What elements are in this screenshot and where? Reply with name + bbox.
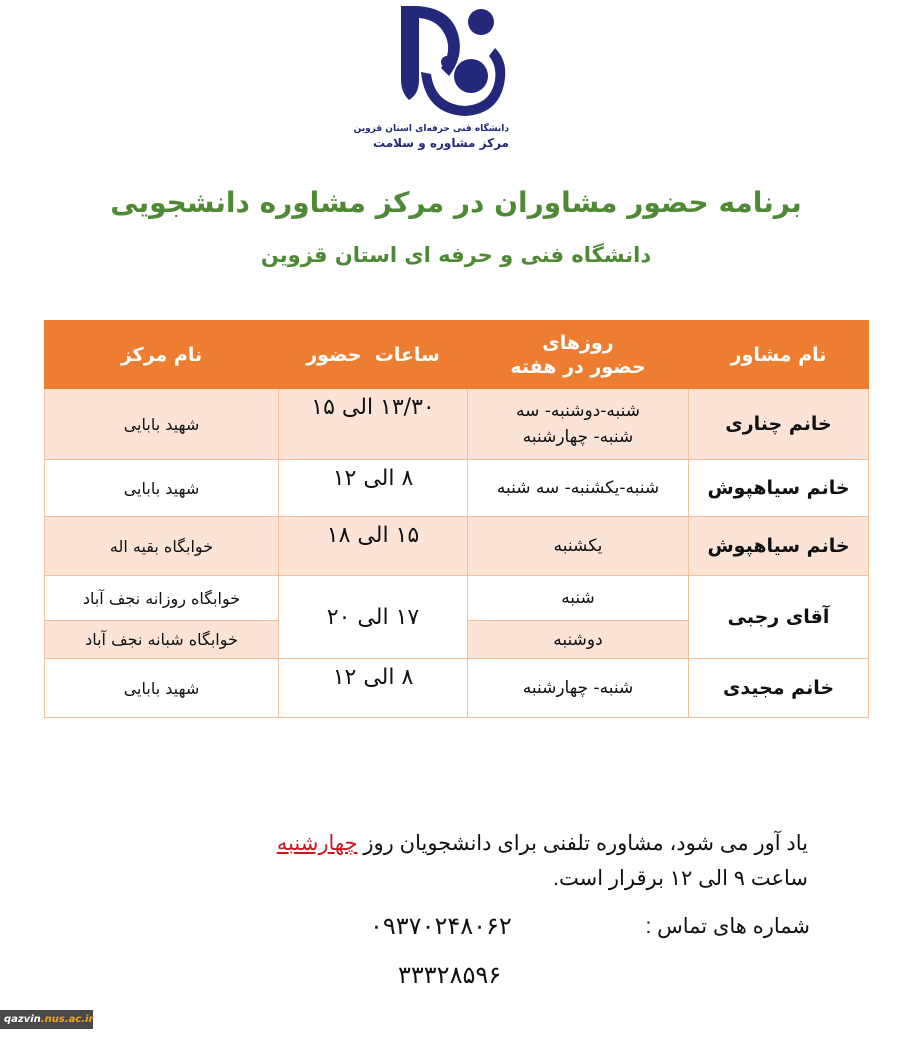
- page-subtitle: دانشگاه فنی و حرفه ای استان قزوین: [260, 243, 652, 267]
- cell-hours: ۱۷ الی ۲۰: [279, 576, 468, 659]
- cell-hours: ۸ الی ۱۲: [279, 659, 468, 718]
- cell-days-line1: شنبه-دوشنبه- سه: [515, 401, 641, 421]
- contact-phone-landline: ۳۳۳۲۸۵۹۶: [398, 961, 502, 989]
- cell-days: شنبه-یکشنبه- سه شنبه: [468, 460, 689, 517]
- table-row: [45, 517, 869, 576]
- header-center: نام مرکز: [45, 321, 279, 389]
- cell-center: شهید بابایی: [45, 659, 279, 718]
- logo-university-text: دانشگاه فنی حرفه‌ای استان قزوین: [353, 124, 509, 134]
- watermark-part2: .nus.ac.ir: [40, 1014, 94, 1025]
- cell-center: خوابگاه بقیه اله: [45, 517, 279, 576]
- cell-days-line2: شنبه- چهارشنبه: [522, 427, 634, 447]
- logo-center-text: مرکز مشاوره و سلامت: [373, 136, 509, 150]
- cell-hours: ۱۳/۳۰ الی ۱۵: [279, 389, 468, 460]
- cell-counselor: خانم چناری: [689, 389, 869, 460]
- cell-center: خوابگاه شبانه نجف آباد: [45, 621, 279, 659]
- cell-days: [468, 389, 689, 460]
- cell-days: دوشنبه: [468, 621, 689, 659]
- logo-emblem-icon: [391, 2, 509, 122]
- cell-center: خوابگاه روزانه نجف آباد: [45, 576, 279, 621]
- cell-counselor: خانم سیاهپوش: [689, 460, 869, 517]
- cell-counselor: خانم سیاهپوش: [689, 517, 869, 576]
- contact-label: شماره های تماس :: [645, 915, 810, 938]
- note-highlight-day: چهارشنبه: [276, 832, 358, 855]
- header-days-line2: حضور در هفته: [510, 355, 646, 378]
- cell-center: شهید بابایی: [45, 460, 279, 517]
- contact-phone-mobile: ۰۹۳۷۰۲۴۸۰۶۲: [370, 912, 512, 940]
- cell-center: شهید بابایی: [45, 389, 279, 460]
- cell-counselor: آقای رجبی: [689, 576, 869, 659]
- cell-hours: ۸ الی ۱۲: [279, 460, 468, 517]
- cell-counselor: خانم مجیدی: [689, 659, 869, 718]
- header-hours: ساعات حضور: [279, 321, 468, 389]
- counselor-schedule-table: [44, 320, 869, 718]
- table-header-row: [45, 321, 869, 389]
- counseling-center-logo: [353, 2, 515, 154]
- page-title: برنامه حضور مشاوران در مرکز مشاوره دانشجویی: [110, 186, 802, 219]
- table-row: [45, 460, 869, 517]
- site-watermark: [0, 1010, 93, 1029]
- note-line2: ساعت ۹ الی ۱۲ برقرار است.: [553, 867, 808, 890]
- cell-days: یکشنبه: [468, 517, 689, 576]
- table-row: [45, 576, 869, 621]
- watermark-part1: qazvin: [4, 1014, 41, 1025]
- header-days-line1: روزهای: [542, 331, 614, 354]
- note-line1-text: یاد آور می شود، مشاوره تلفنی برای دانشجویان روز: [363, 832, 808, 855]
- table-row: [45, 389, 869, 460]
- header-days: [468, 321, 689, 389]
- cell-days: شنبه- چهارشنبه: [468, 659, 689, 718]
- note-line1: [148, 826, 808, 861]
- header-counselor: نام مشاور: [689, 321, 869, 389]
- cell-days: شنبه: [468, 576, 689, 621]
- table-row: [45, 659, 869, 718]
- phone-counseling-note: [148, 826, 808, 896]
- cell-hours: ۱۵ الی ۱۸: [279, 517, 468, 576]
